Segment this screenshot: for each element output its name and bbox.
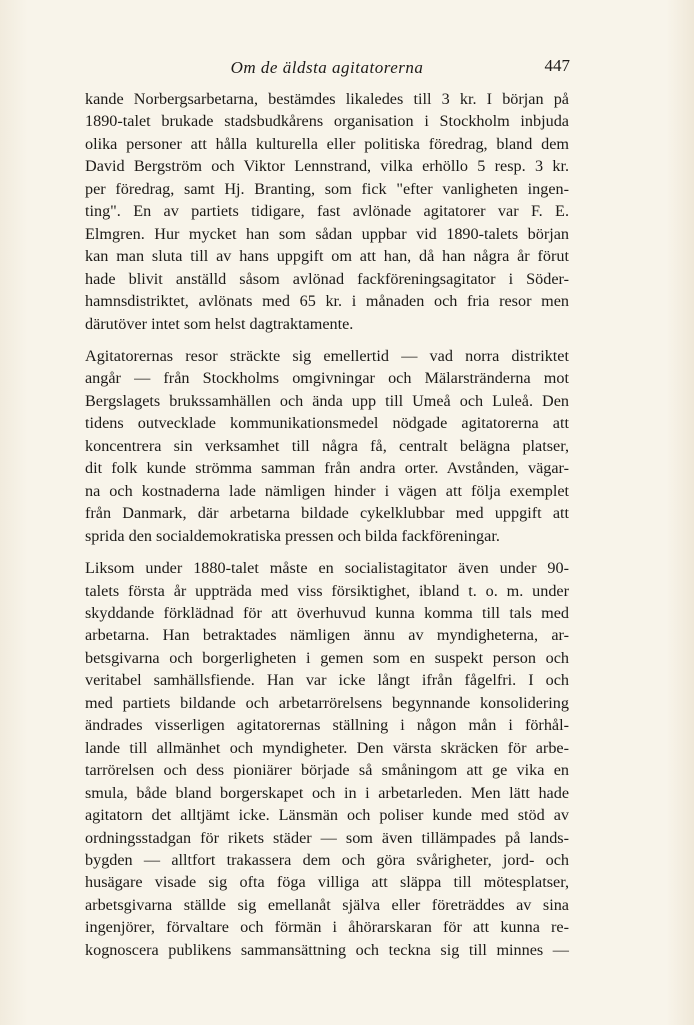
text-line: angår — från Stockholms omgivningar och Mälarstränderna mot bbox=[85, 369, 569, 388]
text-line: sprida den socialdemokratiska pressen och bilda fackföreningar. bbox=[85, 526, 500, 545]
text-line: 1890-talet brukade stadsbudkårens organisation i Stockholm inbjuda bbox=[85, 112, 569, 131]
text-line: David Bergström och Viktor Lennstrand, vilka erhöllo 5 resp. 3 kr. bbox=[85, 157, 569, 176]
text-line: tidens outvecklade kommunikationsmedel nödgade agitatorerna att bbox=[85, 414, 569, 433]
text-line: skyddande förklädnad för att överhuvud kunna komma till tals med bbox=[85, 603, 569, 622]
text-line: Elmgren. Hur mycket han som sådan uppbar vid 1890-talets början bbox=[85, 224, 569, 243]
page-number: 447 bbox=[544, 56, 570, 75]
text-line: smula, både bland borgerskapet och in i arbetarleden. Men lätt hade bbox=[85, 783, 569, 802]
paragraph-2 bbox=[85, 345, 569, 547]
running-title: Om de äldsta agitatorerna bbox=[230, 58, 424, 77]
text-line: Agitatorernas resor sträckte sig emellertid — vad norra distriktet bbox=[85, 346, 569, 365]
text-line: husägare visade sig ofta föga villiga att släppa till mötesplatser, bbox=[85, 873, 569, 892]
text-line: agitatorn det alltjämt icke. Länsmän och poliser kunde med stöd av bbox=[85, 806, 569, 825]
text-line: med partiets bildande och arbetarrörelsens begynnande konsolidering bbox=[85, 693, 569, 712]
body-text bbox=[85, 88, 569, 961]
text-line: hamnsdistriktet, avlönats med 65 kr. i månaden och fria resor men bbox=[85, 292, 569, 311]
page-header bbox=[84, 56, 570, 82]
paragraph-3 bbox=[85, 557, 569, 961]
text-line: från Danmark, där arbetarna bildade cykelklubbar med uppgift att bbox=[85, 504, 569, 523]
text-line: veritabel samhällsfiende. Han var icke långt ifrån fågelfri. I och bbox=[85, 671, 569, 690]
text-line: na och kostnaderna lade nämligen hinder i vägen att följa exemplet bbox=[85, 481, 569, 500]
text-line: olika personer att hålla kulturella eller politiska föredrag, bland dem bbox=[85, 134, 569, 153]
text-line: ändrades visserligen agitatorernas ställning i någon mån i förhål- bbox=[85, 716, 569, 735]
paragraph-1 bbox=[85, 88, 569, 335]
text-line: Liksom under 1880-talet måste en socialistagitator även under 90- bbox=[85, 559, 569, 578]
text-line: talets första år uppträda med viss försiktighet, ibland t. o. m. under bbox=[85, 581, 569, 600]
text-line: kan man sluta till av hans uppgift om att han, då han några år förut bbox=[85, 247, 569, 266]
text-line: arbetarna. Han betraktades nämligen ännu av myndigheterna, ar- bbox=[85, 626, 569, 645]
text-line: dit folk kunde strömma samman från andra orter. Avstånden, vägar- bbox=[85, 459, 569, 478]
text-line: arbetsgivarna ställde sig emellanåt själva eller företräddes av sina bbox=[85, 895, 569, 914]
text-line: tarrörelsen och dess pioniärer började så småningom att ge vika en bbox=[85, 761, 569, 780]
text-line: bygden — alltfort trakassera dem och göra svårigheter, jord- och bbox=[85, 850, 569, 869]
text-line: per föredrag, samt Hj. Branting, som fick "efter vanligheten ingen- bbox=[85, 179, 569, 198]
text-line: därutöver intet som helst dagtraktamente. bbox=[85, 314, 354, 333]
text-line: ordningsstadgan för rikets städer — som även tillämpades på lands- bbox=[85, 828, 569, 847]
text-line: koncentrera sin verksamhet till några få, centralt belägna platser, bbox=[85, 436, 569, 455]
text-line: lande till allmänhet och myndigheter. Den värsta skräcken för arbe- bbox=[85, 738, 569, 757]
text-line: hade blivit anställd såsom avlönad fackföreningsagitator i Söder- bbox=[85, 269, 569, 288]
text-line: Bergslagets brukssamhällen och ända upp till Umeå och Luleå. Den bbox=[85, 391, 569, 410]
text-line: ingenjörer, förvaltare och förmän i åhörarskaran för att kunna re- bbox=[85, 918, 569, 937]
text-line: betsgivarna och borgerligheten i gemen som en suspekt person och bbox=[85, 648, 569, 667]
text-line: ting". En av partiets tidigare, fast avlönade agitatorer var F. E. bbox=[85, 202, 569, 221]
text-line: kognoscera publikens sammansättning och teckna sig till minnes — bbox=[85, 940, 569, 959]
text-line: kande Norbergsarbetarna, bestämdes likaledes till 3 kr. I början på bbox=[85, 90, 569, 108]
